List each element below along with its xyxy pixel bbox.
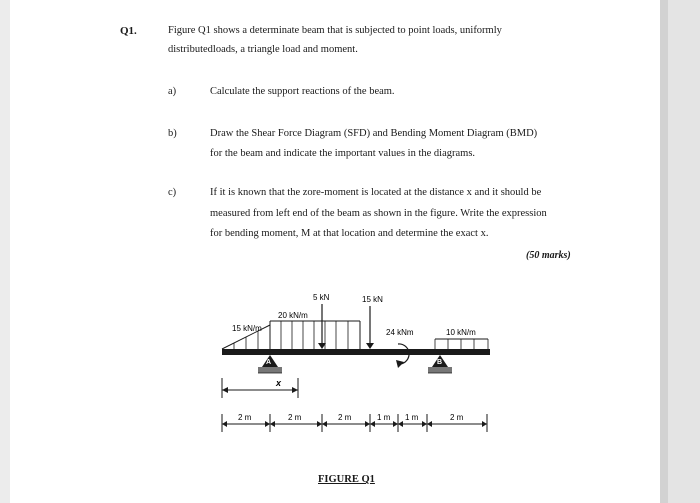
question-number: Q1. (120, 25, 137, 37)
part-b-label: b) (168, 128, 177, 139)
label-moment: 24 kNm (386, 328, 414, 337)
label-support-b: B (437, 359, 443, 366)
part-b-text-line-2: for the beam and indicate the important values in the diagrams. (210, 148, 476, 159)
dim-label-5: 1 m (405, 413, 419, 422)
part-c-text-line-2: measured from left end of the beam as shown in the figure. Write the expression (210, 208, 547, 219)
beam (222, 349, 490, 355)
dim-label-3: 2 m (338, 413, 352, 422)
label-udl-10: 10 kN/m (446, 328, 476, 337)
label-tri-15: 15 kN/m (232, 324, 262, 333)
point-load-15kn (366, 306, 374, 349)
figure-caption: FIGURE Q1 (318, 474, 375, 485)
label-support-a: A (266, 359, 272, 366)
part-a-text: Calculate the support reactions of the beam. (210, 86, 395, 97)
part-a-label: a) (168, 86, 177, 97)
label-udl-20: 20 kN/m (278, 311, 308, 320)
dim-label-6: 2 m (450, 413, 464, 422)
part-b-text-line-1: Draw the Shear Force Diagram (SFD) and Bending Moment Diagram (BMD) (210, 128, 538, 139)
label-5kn: 5 kN (313, 293, 330, 302)
part-c-text-line-1: If it is known that the zore-moment is located at the distance x and it should be (210, 187, 542, 198)
udl-20 (270, 321, 360, 349)
marks-label: (50 marks) (526, 250, 571, 261)
dim-label-1: 2 m (238, 413, 252, 422)
moment-24knm (396, 344, 409, 368)
x-dimension (222, 378, 298, 398)
question-intro-line-1: Figure Q1 shows a determinate beam that is subjected to point loads, uniformly (168, 25, 502, 36)
dim-label-4: 1 m (377, 413, 391, 422)
label-15kn: 15 kN (362, 295, 383, 304)
question-intro-line-2: distributedloads, a triangle load and moment. (168, 44, 358, 55)
label-x: x (276, 378, 282, 388)
part-c-label: c) (168, 187, 177, 198)
udl-10 (435, 339, 488, 349)
part-c-text-line-3: for bending moment, M at that location and determine the exact x. (210, 228, 489, 239)
dim-label-2: 2 m (288, 413, 302, 422)
span-dimensions (222, 414, 487, 432)
